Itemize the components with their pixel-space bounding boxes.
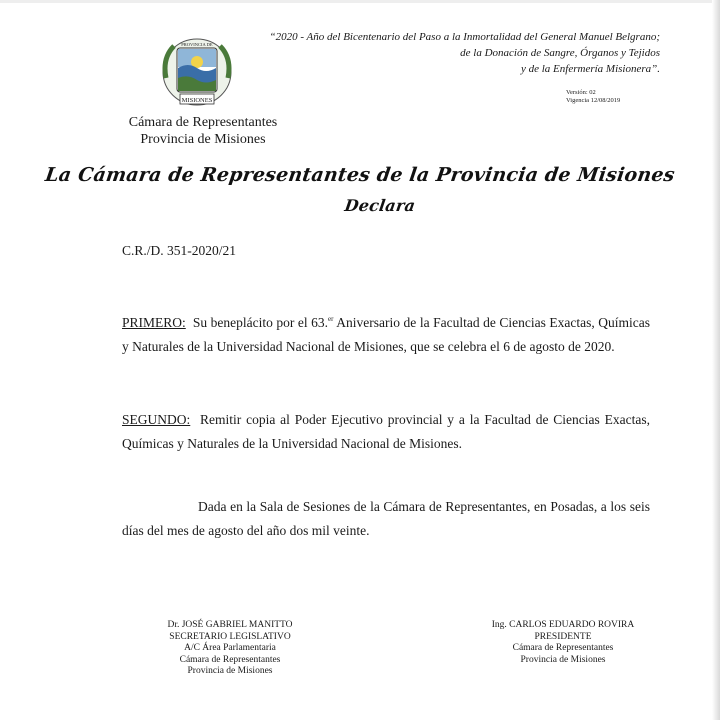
segundo-text: Remitir copia al Poder Ejecutivo provincial y a la Facultad de Ciencias Exactas, Químicas y Naturales de la Universidad Nacional de Misiones. — [122, 412, 651, 451]
page-right-edge — [712, 0, 720, 720]
closing-text: Dada en la Sala de Sesiones de la Cámara de Representantes, en Posadas, a los seis días del mes de agosto del año dos mil veinte. — [122, 499, 650, 538]
motto-line-1: “2020 - Año del Bicentenario del Paso a la Inmortalidad del General Manuel Belgrano; — [269, 31, 660, 43]
document-subtitle: Declara — [343, 196, 417, 215]
signature-secretary — [140, 620, 320, 678]
secretary-role: SECRETARIO LEGISLATIVO — [169, 631, 291, 642]
secretary-area: A/C Área Parlamentaria — [184, 643, 276, 653]
article-primero — [122, 311, 650, 359]
province-seal-logo — [160, 38, 234, 108]
closing-paragraph — [122, 495, 650, 543]
secretary-province: Provincia de Misiones — [187, 666, 273, 676]
president-name: Ing. CARLOS EDUARDO ROVIRA — [491, 620, 635, 630]
president-role: PRESIDENTE — [534, 631, 592, 642]
president-org: Cámara de Representantes — [512, 643, 614, 653]
secretary-org: Cámara de Representantes — [179, 654, 281, 665]
segundo-label: SEGUNDO: — [122, 412, 191, 427]
reference-number: C.R./D. 351-2020/21 — [122, 243, 237, 258]
version-number: Versión: 02 — [566, 89, 596, 96]
seal-top-text: PROVINCIA DE — [181, 42, 213, 47]
primero-label: PRIMERO: — [122, 315, 186, 330]
article-segundo — [122, 408, 650, 456]
president-province: Provincia de Misiones — [520, 654, 606, 665]
chamber-header — [128, 114, 278, 148]
page-top-edge — [0, 0, 720, 3]
motto-line-2: de la Donación de Sangre, Órganos y Tejidos — [460, 47, 660, 59]
motto-line-3: y de la Enfermería Misionera”. — [520, 63, 660, 75]
version-info — [566, 89, 620, 105]
primero-text-a: Su beneplácito por el 63. — [192, 315, 329, 330]
province-name: Provincia de Misiones — [140, 132, 266, 147]
year-motto — [240, 29, 660, 77]
chamber-name: Cámara de Representantes — [128, 115, 278, 130]
secretary-name: Dr. JOSÉ GABRIEL MANITTO — [167, 620, 293, 630]
primero-text-b: Aniversario de la Facultad de Ciencias Exactas, Químicas y Naturales de la Universidad Nacional de Misiones, que se celebra el 6 de agosto de 2020. — [122, 315, 651, 354]
primero-ordinal: er — [328, 315, 334, 323]
vigencia-date: Vigencia 12/08/2019 — [566, 97, 621, 104]
seal-banner-text: MISIONES — [181, 97, 213, 104]
signature-president — [468, 620, 658, 666]
document-title: La Cámara de Representantes de la Provincia de Misiones — [43, 164, 677, 186]
